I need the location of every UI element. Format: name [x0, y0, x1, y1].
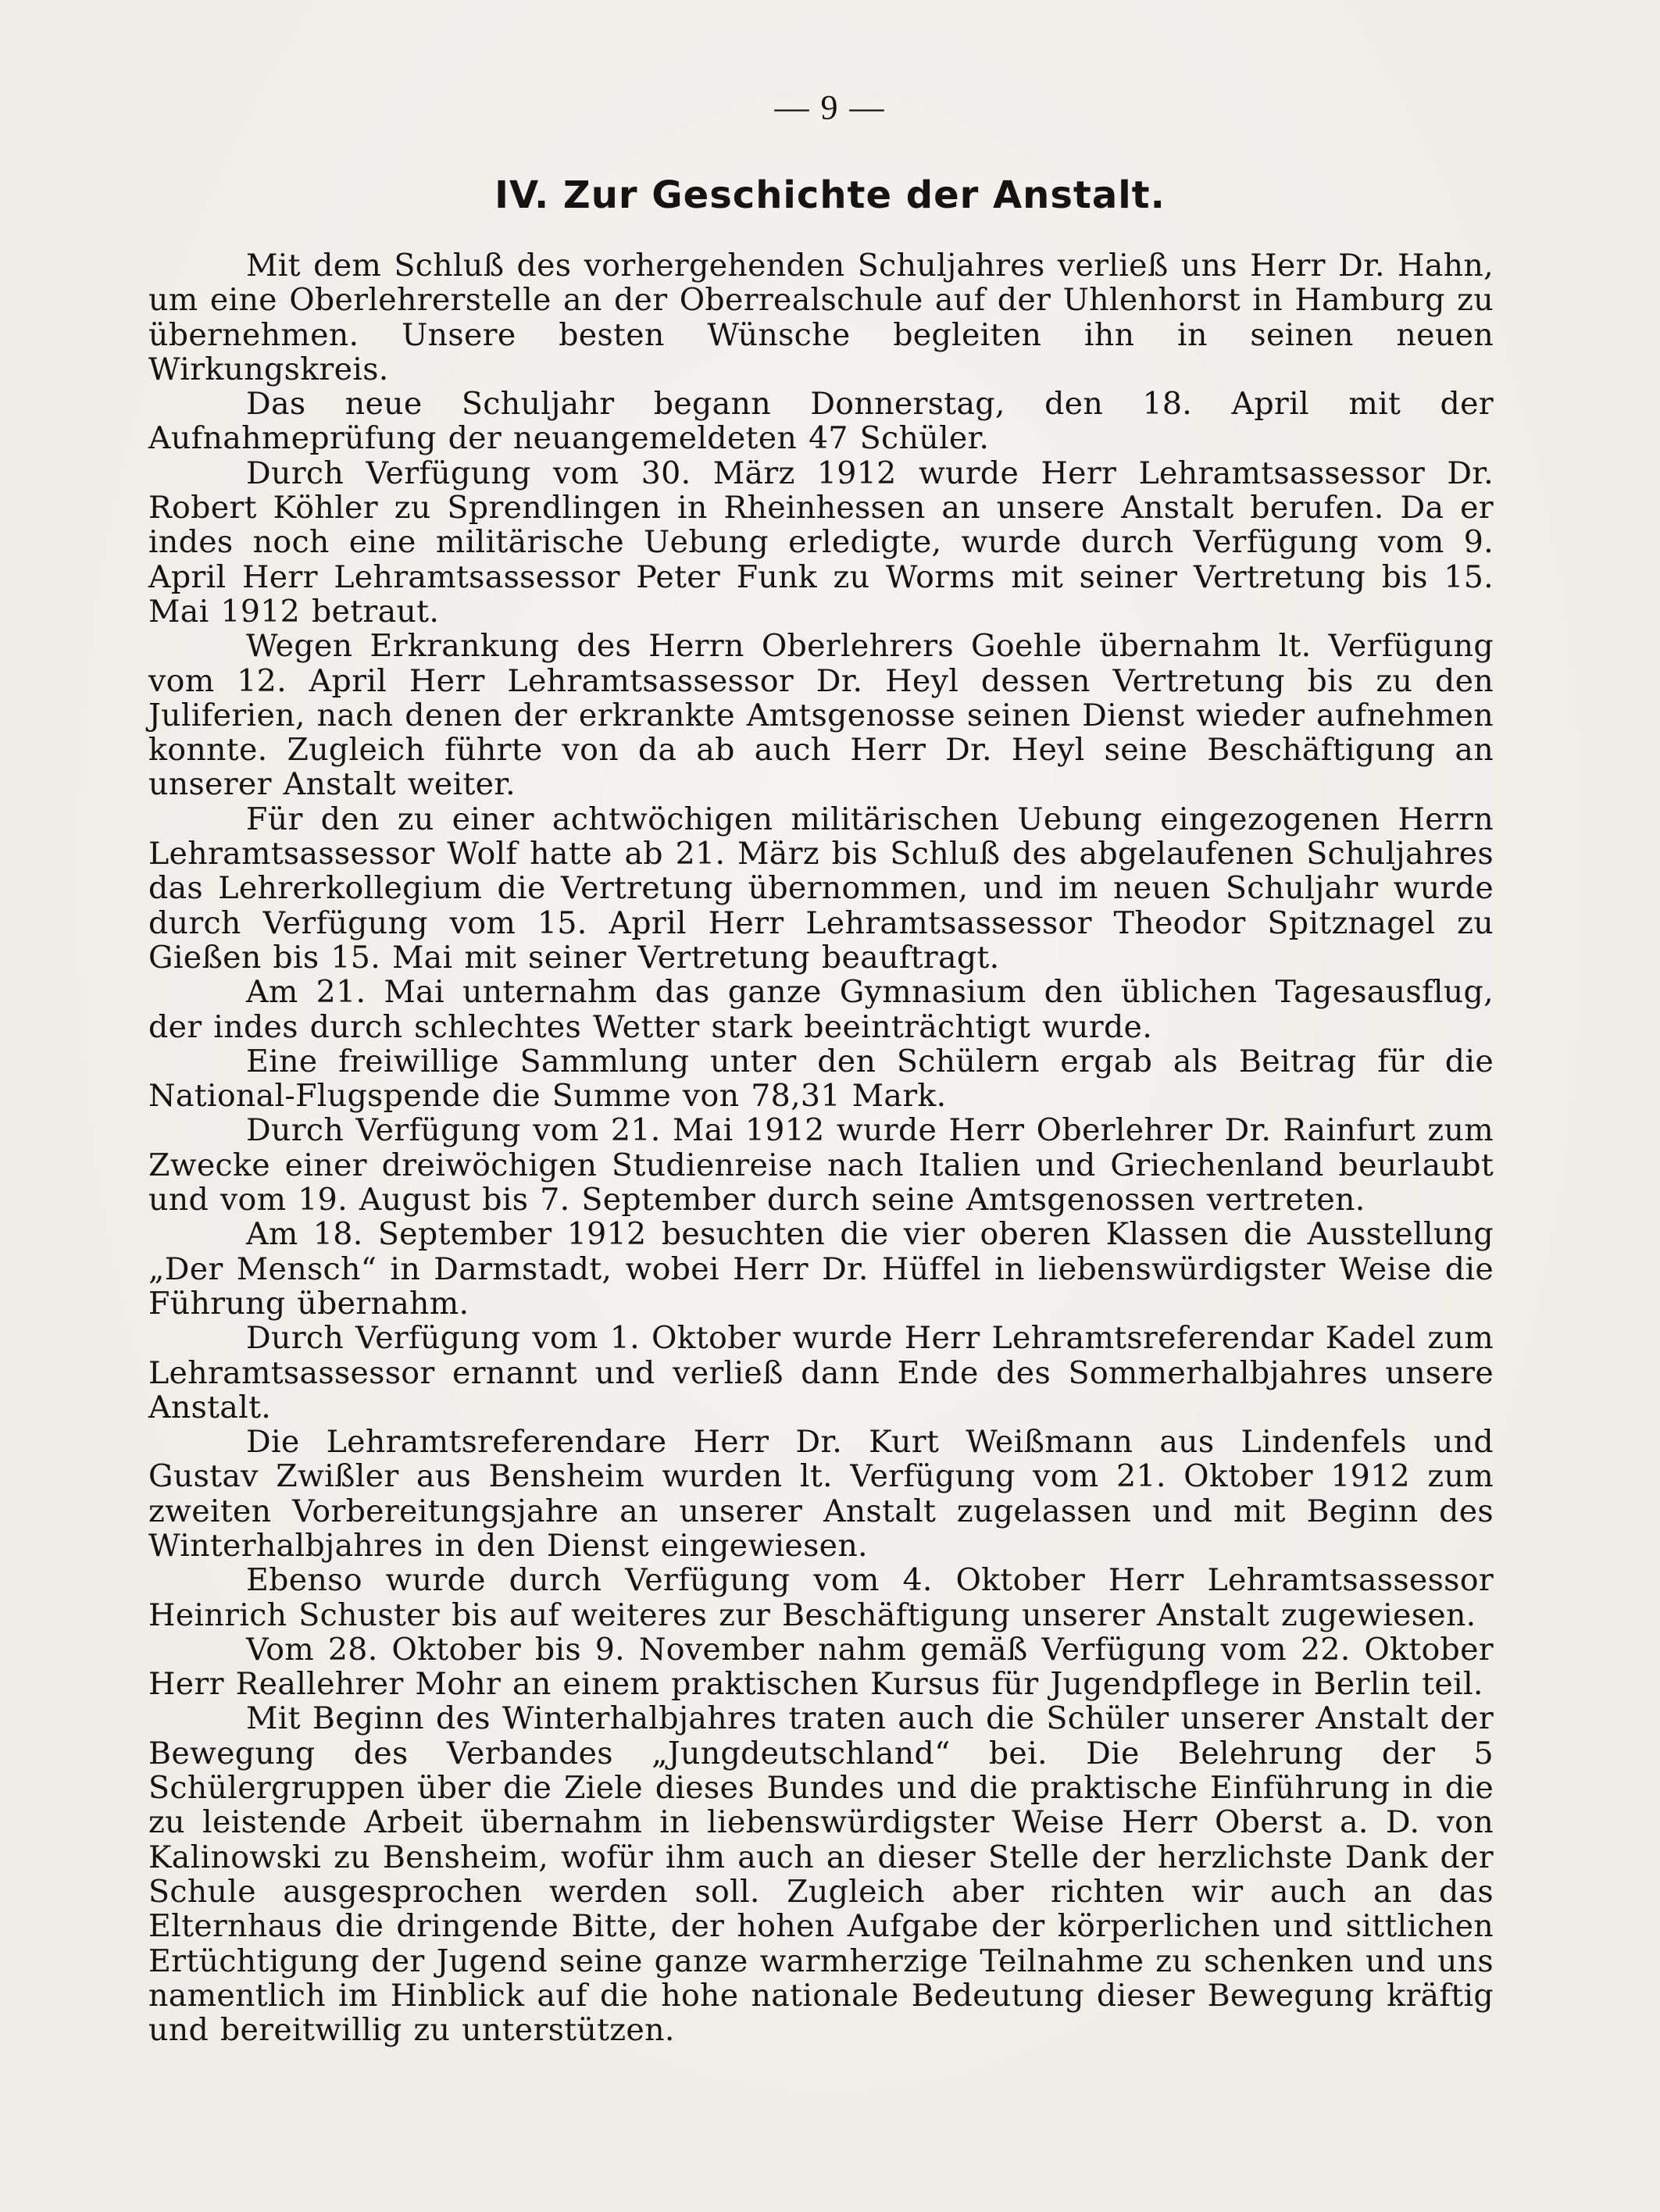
section-title: IV. Zur Geschichte der Anstalt. — [494, 173, 1166, 217]
paragraph: Die Lehramtsreferendare Herr Dr. Kurt Weißmann aus Lindenfels und Gustav Zwißler aus Bensheim wurden lt. Verfügung vom 21. Oktober 1912 zum zweiten Vorbereitungsjahre an unserer Anstalt zugelassen und mit Beginn des Winterhalbjahres in den Dienst eingewiesen. — [148, 1424, 1494, 1564]
body-text — [148, 248, 1494, 2047]
paragraph: Mit Beginn des Winterhalbjahres traten auch die Schüler unserer Anstalt der Bewegung des Verbandes „Jungdeutschland“ bei. Die Belehrung der 5 Schülergruppen über die Ziele dieses Bundes und die praktische Einführung in die zu leistende Arbeit übernahm in liebenswürdigster Weise Herr Oberst a. D. von Kalinowski zu Bensheim, wofür ihm auch an dieser Stelle der herzlichste Dank der Schule ausgesprochen werden soll. Zugleich aber richten wir auch an das Elternhaus die dringende Bitte, der hohen Aufgabe der körperlichen und sittlichen Ertüchtigung der Jugend seine ganze warmherzige Teilnahme zu schenken und uns namentlich im Hinblick auf die hohe nationale Bedeutung dieser Bewegung kräftig und bereitwillig zu unterstützen. — [148, 1700, 1494, 2049]
paragraph: Durch Verfügung vom 21. Mai 1912 wurde Herr Oberlehrer Dr. Rainfurt zum Zwecke einer dreiwöchigen Studienreise nach Italien und Griechenland beurlaubt und vom 19. August bis 7. September durch seine Amtsgenossen vertreten. — [148, 1112, 1494, 1218]
paragraph: Durch Verfügung vom 1. Oktober wurde Herr Lehramtsreferendar Kadel zum Lehramtsassessor ernannt und verließ dann Ende des Sommerhalbjahres unsere Anstalt. — [148, 1320, 1494, 1425]
page-number: — 9 — — [774, 88, 886, 127]
paragraph: Das neue Schuljahr begann Donnerstag, den 18. April mit der Aufnahmeprüfung der neuangemeldeten 47 Schüler. — [148, 386, 1494, 457]
paragraph: Wegen Erkrankung des Herrn Oberlehrers Goehle übernahm lt. Verfügung vom 12. April Herr Lehramtsassessor Dr. Heyl dessen Vertretung bis zu den Juliferien, nach denen der erkrankte Amtsgenosse seinen Dienst wieder aufnehmen konnte. Zugleich führte von da ab auch Herr Dr. Heyl seine Beschäftigung an unserer Anstalt weiter. — [148, 628, 1494, 803]
paragraph: Eine freiwillige Sammlung unter den Schülern ergab als Beitrag für die National-Flugspende die Summe von 78,31 Mark. — [148, 1043, 1494, 1115]
paragraph: Am 21. Mai unternahm das ganze Gymnasium den üblichen Tagesausflug, der indes durch schlechtes Wetter stark beeinträchtigt wurde. — [148, 974, 1494, 1045]
paragraph: Für den zu einer achtwöchigen militärischen Uebung eingezogenen Herrn Lehramtsassessor Wolf hatte ab 21. März bis Schluß des abgelaufenen Schuljahres das Lehrerkollegium die Vertretung übernommen, und im neuen Schuljahr wurde durch Verfügung vom 15. April Herr Lehramtsassessor Theodor Spitznagel zu Gießen bis 15. Mai mit seiner Vertretung beauftragt. — [148, 801, 1494, 976]
paragraph: Durch Verfügung vom 30. März 1912 wurde Herr Lehramtsassessor Dr. Robert Köhler zu Sprendlingen in Rheinhessen an unsere Anstalt berufen. Da er indes noch eine militärische Uebung erledigte, wurde durch Verfügung vom 9. April Herr Lehramtsassessor Peter Funk zu Worms mit seiner Vertretung bis 15. Mai 1912 betraut. — [148, 455, 1494, 630]
paragraph: Ebenso wurde durch Verfügung vom 4. Oktober Herr Lehramtsassessor Heinrich Schuster bis auf weiteres zur Beschäftigung unserer Anstalt zugewiesen. — [148, 1562, 1494, 1633]
paragraph: Am 18. September 1912 besuchten die vier oberen Klassen die Ausstellung „Der Mensch“ in Darmstadt, wobei Herr Dr. Hüffel in liebenswürdigster Weise die Führung übernahm. — [148, 1216, 1494, 1322]
paragraph: Mit dem Schluß des vorhergehenden Schuljahres verließ uns Herr Dr. Hahn, um eine Oberlehrerstelle an der Oberrealschule auf der Uhlenhorst in Hamburg zu übernehmen. Unsere besten Wünsche begleiten ihn in seinen neuen Wirkungskreis. — [148, 248, 1494, 387]
paragraph: Vom 28. Oktober bis 9. November nahm gemäß Verfügung vom 22. Oktober Herr Reallehrer Mohr an einem praktischen Kursus für Jugendpflege in Berlin teil. — [148, 1631, 1494, 1703]
